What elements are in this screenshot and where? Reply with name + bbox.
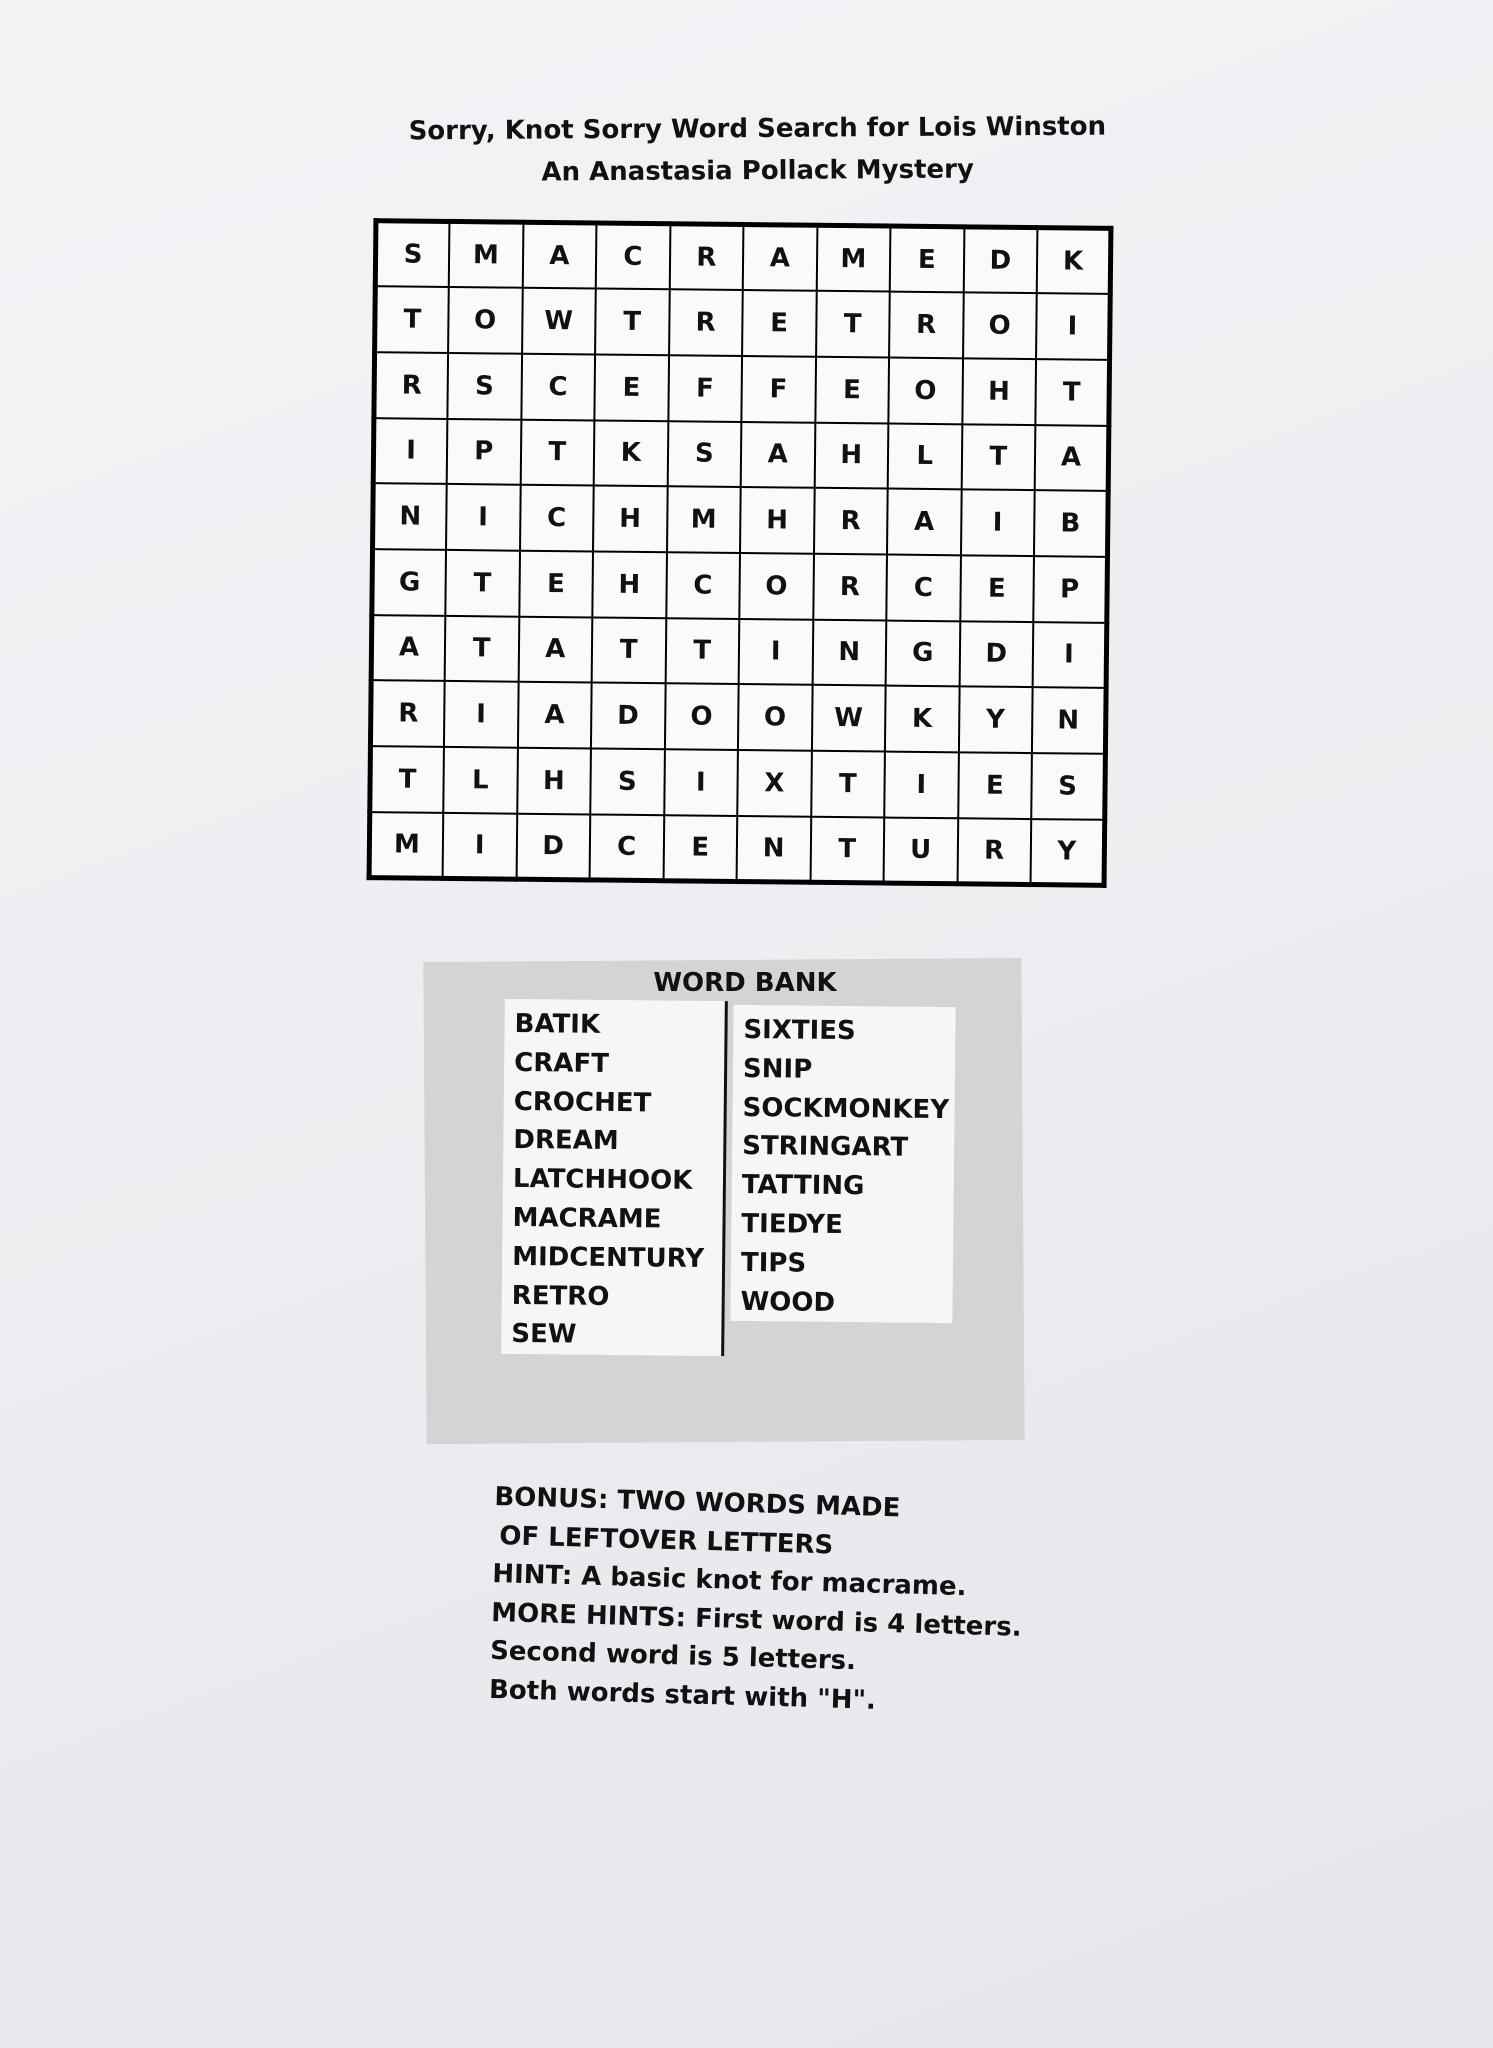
grid-letter-cell: R <box>669 224 743 290</box>
grid-letter-cell: I <box>1033 622 1107 688</box>
grid-letter-cell: T <box>445 550 519 616</box>
word-bank-word: SIXTIES <box>743 1014 856 1047</box>
grid-letter-cell: K <box>885 686 959 752</box>
grid-letter-cell: E <box>815 357 889 423</box>
grid-letter-cell: S <box>590 748 664 814</box>
grid-letter-cell: T <box>445 616 519 682</box>
grid-letter-cell: U <box>884 817 958 884</box>
grid-letter-cell: O <box>738 684 812 750</box>
grid-letter-cell: E <box>890 226 964 292</box>
grid-letter-cell: I <box>444 681 518 747</box>
grid-letter-cell: R <box>669 289 743 355</box>
grid-letter-cell: T <box>592 617 666 683</box>
grid-row <box>375 286 1111 359</box>
grid-letter-cell: H <box>517 748 591 814</box>
grid-letter-cell: A <box>518 616 592 682</box>
grid-letter-cell: O <box>888 357 962 423</box>
grid-letter-cell: I <box>373 418 447 484</box>
grid-letter-cell: D <box>516 813 590 880</box>
grid-letter-cell: E <box>519 551 593 617</box>
grid-letter-cell: I <box>960 490 1034 556</box>
grid-letter-cell: T <box>520 419 594 485</box>
grid-letter-cell: C <box>666 552 740 618</box>
grid-letter-cell: S <box>447 353 521 419</box>
more-hints-line: MORE HINTS: First word is 4 letters. <box>490 1597 1022 1643</box>
grid-letter-cell: Y <box>958 687 1032 753</box>
grid-letter-cell: T <box>816 291 890 357</box>
word-bank-word: DREAM <box>513 1125 619 1157</box>
grid-letter-cell: T <box>1035 359 1109 425</box>
hint-line: HINT: A basic knot for macrame. <box>491 1558 967 1603</box>
grid-letter-cell: N <box>737 816 811 883</box>
word-bank-word: BATIK <box>514 1008 601 1040</box>
grid-letter-cell: T <box>665 618 739 684</box>
grid-letter-cell: L <box>888 423 962 489</box>
grid-letter-cell: C <box>886 554 960 620</box>
grid-letter-cell: H <box>814 422 888 488</box>
grid-letter-cell: T <box>370 746 444 812</box>
grid-letter-cell: D <box>963 227 1037 293</box>
grid-letter-cell: T <box>961 424 1035 490</box>
word-bank-word: MIDCENTURY <box>512 1241 705 1274</box>
grid-row <box>370 680 1106 753</box>
grid-row <box>375 221 1111 294</box>
grid-letter-cell: A <box>517 682 591 748</box>
grid-letter-cell: D <box>591 683 665 749</box>
grid-letter-cell: I <box>1036 293 1110 359</box>
grid-letter-cell: W <box>811 685 885 751</box>
grid-letter-cell: S <box>1031 753 1105 819</box>
word-bank-word: LATCHHOOK <box>512 1164 693 1197</box>
word-bank-left-list <box>501 999 725 1356</box>
second-word-hint: Second word is 5 letters. <box>489 1635 857 1677</box>
word-bank-word: STRINGART <box>742 1131 909 1164</box>
word-bank-word: RETRO <box>511 1280 610 1312</box>
word-search-grid <box>367 218 1114 888</box>
grid-letter-cell: A <box>743 225 817 291</box>
grid-letter-cell: C <box>596 223 670 289</box>
grid-letter-cell: I <box>446 484 520 550</box>
grid-letter-cell: G <box>372 549 446 615</box>
grid-letter-cell: A <box>887 489 961 555</box>
grid-letter-cell: E <box>960 555 1034 621</box>
grid-letter-cell: N <box>812 619 886 685</box>
grid-letter-cell: C <box>520 485 594 551</box>
grid-letter-cell: R <box>374 352 448 418</box>
grid-letter-cell: R <box>889 292 963 358</box>
grid-letter-cell: A <box>741 422 815 488</box>
grid-letter-cell: P <box>1033 556 1107 622</box>
grid-letter-cell: H <box>740 487 814 553</box>
grid-letter-cell: I <box>884 752 958 818</box>
grid-letter-cell: O <box>664 684 738 750</box>
word-bank-right-list <box>730 1005 955 1324</box>
grid-letter-cell: T <box>375 286 449 352</box>
grid-letter-cell: H <box>592 551 666 617</box>
grid-letter-cell: W <box>522 288 596 354</box>
grid-letter-cell: S <box>667 421 741 487</box>
title-line-1: Sorry, Knot Sorry Word Search for Lois Winston <box>408 111 1107 147</box>
grid-row <box>374 352 1110 425</box>
grid-letter-cell: R <box>813 488 887 554</box>
grid-letter-cell: M <box>449 221 523 287</box>
grid-letter-cell: A <box>371 615 445 681</box>
bonus-line-2: OF LEFTOVER LETTERS <box>498 1520 834 1560</box>
grid-letter-cell: T <box>811 751 885 817</box>
grid-row <box>373 418 1109 491</box>
bonus-hints <box>488 1478 1022 1723</box>
grid-letter-cell: P <box>447 418 521 484</box>
grid-letter-cell: K <box>594 420 668 486</box>
word-bank-word: WOOD <box>740 1286 836 1318</box>
grid-letter-cell: N <box>1032 687 1106 753</box>
grid-letter-cell: A <box>522 222 596 288</box>
grid-letter-cell: T <box>595 289 669 355</box>
grid-letter-cell: K <box>1037 228 1111 294</box>
grid-letter-cell: R <box>957 818 1031 885</box>
grid-row <box>371 615 1107 688</box>
grid-letter-cell: E <box>958 752 1032 818</box>
grid-row <box>373 483 1109 556</box>
grid-letter-cell: C <box>590 814 664 881</box>
grid-letter-cell: G <box>886 620 960 686</box>
letter-grid-body <box>369 221 1111 886</box>
grid-letter-cell: L <box>443 747 517 813</box>
word-bank-word: CROCHET <box>513 1086 652 1118</box>
grid-letter-cell: A <box>1035 425 1109 491</box>
grid-letter-cell: Y <box>1031 819 1105 886</box>
grid-letter-cell: I <box>739 619 813 685</box>
grid-letter-cell: X <box>737 750 811 816</box>
word-bank-word: MACRAME <box>512 1202 662 1235</box>
grid-letter-cell: O <box>739 553 813 619</box>
grid-letter-cell: B <box>1034 490 1108 556</box>
grid-letter-cell: S <box>375 221 449 287</box>
word-bank-left-column <box>501 999 728 1356</box>
word-bank-word: TIPS <box>740 1247 807 1279</box>
grid-letter-cell: E <box>663 815 737 882</box>
grid-letter-cell: H <box>962 358 1036 424</box>
grid-letter-cell: I <box>443 813 517 880</box>
grid-letter-cell: C <box>521 354 595 420</box>
grid-letter-cell: R <box>813 554 887 620</box>
word-bank-word: TATTING <box>741 1170 865 1202</box>
word-bank-word: SEW <box>511 1319 577 1350</box>
grid-letter-cell: M <box>369 812 443 879</box>
grid-letter-cell: E <box>594 354 668 420</box>
word-bank-word: CRAFT <box>514 1047 610 1079</box>
grid-letter-cell: D <box>959 621 1033 687</box>
word-bank-word: TIEDYE <box>741 1208 843 1240</box>
letter-grid-table <box>367 218 1114 888</box>
puzzle-title <box>300 105 1216 195</box>
bonus-line-1: BONUS: TWO WORDS MADE <box>494 1481 901 1524</box>
grid-letter-cell: M <box>816 225 890 291</box>
grid-row <box>370 746 1106 819</box>
grid-letter-cell: E <box>742 290 816 356</box>
grid-row <box>369 812 1105 886</box>
word-bank-word: SOCKMONKEY <box>742 1092 950 1125</box>
grid-letter-cell: F <box>741 356 815 422</box>
word-bank-title: WORD BANK <box>653 968 837 998</box>
grid-letter-cell: T <box>810 816 884 883</box>
grid-letter-cell: F <box>668 355 742 421</box>
grid-row <box>372 549 1108 622</box>
grid-letter-cell: O <box>963 293 1037 359</box>
grid-letter-cell: O <box>448 287 522 353</box>
word-bank-word: SNIP <box>742 1053 813 1085</box>
start-letter-hint: Both words start with "H". <box>488 1674 877 1716</box>
grid-letter-cell: M <box>667 486 741 552</box>
grid-letter-cell: I <box>664 749 738 815</box>
grid-letter-cell: H <box>593 486 667 552</box>
grid-letter-cell: R <box>370 680 444 746</box>
title-line-2: An Anastasia Pollack Mystery <box>541 154 974 188</box>
grid-letter-cell: N <box>373 483 447 549</box>
word-bank-right-column <box>730 1005 955 1323</box>
